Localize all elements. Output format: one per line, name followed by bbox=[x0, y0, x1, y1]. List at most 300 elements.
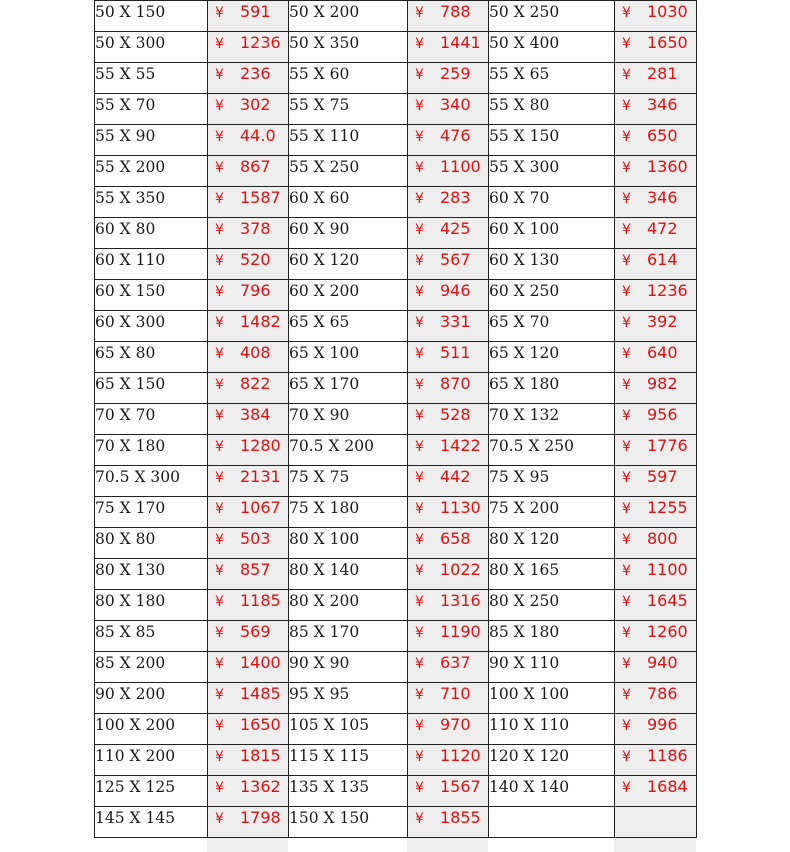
size-cell: 60 X 120 bbox=[289, 249, 408, 280]
price-cell bbox=[408, 156, 489, 187]
size-cell: 85 X 200 bbox=[95, 652, 208, 683]
size-cell: 60 X 250 bbox=[489, 280, 615, 311]
size-cell: 125 X 125 bbox=[95, 776, 208, 807]
table-row bbox=[95, 342, 697, 373]
price-cell bbox=[208, 311, 289, 342]
currency-symbol: ¥ bbox=[622, 129, 631, 145]
table-row bbox=[95, 32, 697, 63]
price-cell bbox=[208, 218, 289, 249]
currency-symbol: ¥ bbox=[622, 439, 631, 455]
size-cell: 60 X 150 bbox=[95, 280, 208, 311]
currency-symbol: ¥ bbox=[415, 594, 424, 610]
price-cell bbox=[208, 156, 289, 187]
currency-symbol: ¥ bbox=[215, 749, 224, 765]
price-value: 1567 bbox=[440, 777, 481, 796]
price-value: 658 bbox=[440, 529, 471, 548]
price-cell bbox=[208, 373, 289, 404]
size-cell: 70 X 132 bbox=[489, 404, 615, 435]
currency-symbol: ¥ bbox=[215, 36, 224, 52]
table-row bbox=[95, 776, 697, 807]
size-cell: 60 X 80 bbox=[95, 218, 208, 249]
price-value: 956 bbox=[647, 405, 678, 424]
currency-symbol: ¥ bbox=[415, 253, 424, 269]
table-row bbox=[95, 404, 697, 435]
size-cell: 60 X 130 bbox=[489, 249, 615, 280]
price-value: 800 bbox=[647, 529, 678, 548]
price-value: 591 bbox=[240, 2, 271, 21]
size-cell: 55 X 110 bbox=[289, 125, 408, 156]
price-cell bbox=[615, 683, 697, 714]
price-value: 1815 bbox=[240, 746, 281, 765]
size-cell: 60 X 60 bbox=[289, 187, 408, 218]
currency-symbol: ¥ bbox=[415, 780, 424, 796]
currency-symbol: ¥ bbox=[215, 284, 224, 300]
price-value: 970 bbox=[440, 715, 471, 734]
size-cell: 70.5 X 300 bbox=[95, 466, 208, 497]
size-cell: 60 X 300 bbox=[95, 311, 208, 342]
price-value: 640 bbox=[647, 343, 678, 362]
price-cell bbox=[408, 652, 489, 683]
size-cell: 50 X 300 bbox=[95, 32, 208, 63]
currency-symbol: ¥ bbox=[215, 594, 224, 610]
price-cell bbox=[615, 218, 697, 249]
price-cell bbox=[208, 745, 289, 776]
table-row bbox=[95, 621, 697, 652]
price-cell bbox=[208, 776, 289, 807]
currency-symbol: ¥ bbox=[215, 67, 224, 83]
currency-symbol: ¥ bbox=[415, 377, 424, 393]
size-cell: 85 X 85 bbox=[95, 621, 208, 652]
currency-symbol: ¥ bbox=[415, 98, 424, 114]
price-value: 982 bbox=[647, 374, 678, 393]
price-value: 788 bbox=[440, 2, 471, 21]
table-row bbox=[95, 497, 697, 528]
size-cell: 60 X 70 bbox=[489, 187, 615, 218]
table-row bbox=[95, 559, 697, 590]
price-value: 822 bbox=[240, 374, 271, 393]
price-value: 1855 bbox=[440, 808, 481, 827]
price-cell bbox=[615, 373, 697, 404]
price-cell bbox=[408, 466, 489, 497]
size-cell: 80 X 80 bbox=[95, 528, 208, 559]
size-cell: 65 X 80 bbox=[95, 342, 208, 373]
currency-symbol: ¥ bbox=[415, 160, 424, 176]
currency-symbol: ¥ bbox=[622, 625, 631, 641]
price-value: 283 bbox=[440, 188, 471, 207]
table-row bbox=[95, 218, 697, 249]
currency-symbol: ¥ bbox=[215, 687, 224, 703]
price-cell bbox=[208, 249, 289, 280]
price-cell bbox=[408, 497, 489, 528]
price-cell bbox=[408, 342, 489, 373]
price-cell bbox=[615, 342, 697, 373]
table-row bbox=[95, 652, 697, 683]
size-cell: 65 X 70 bbox=[489, 311, 615, 342]
price-value: 1190 bbox=[440, 622, 481, 641]
price-cell bbox=[208, 528, 289, 559]
size-cell: 70.5 X 250 bbox=[489, 435, 615, 466]
price-cell bbox=[408, 280, 489, 311]
currency-symbol: ¥ bbox=[622, 284, 631, 300]
size-cell: 50 X 150 bbox=[95, 1, 208, 32]
price-value: 1776 bbox=[647, 436, 688, 455]
price-value: 1280 bbox=[240, 436, 281, 455]
size-cell: 75 X 95 bbox=[489, 466, 615, 497]
size-cell: 70.5 X 200 bbox=[289, 435, 408, 466]
currency-symbol: ¥ bbox=[415, 563, 424, 579]
price-cell bbox=[408, 559, 489, 590]
price-cell bbox=[208, 497, 289, 528]
price-value: 796 bbox=[240, 281, 271, 300]
currency-symbol: ¥ bbox=[622, 594, 631, 610]
price-value: 281 bbox=[647, 64, 678, 83]
currency-symbol: ¥ bbox=[622, 98, 631, 114]
currency-symbol: ¥ bbox=[622, 563, 631, 579]
price-cell bbox=[615, 125, 697, 156]
price-cell bbox=[408, 218, 489, 249]
currency-symbol: ¥ bbox=[622, 749, 631, 765]
price-cell bbox=[408, 1, 489, 32]
price-cell bbox=[408, 621, 489, 652]
size-cell: 60 X 200 bbox=[289, 280, 408, 311]
size-cell: 65 X 100 bbox=[289, 342, 408, 373]
size-cell: 50 X 250 bbox=[489, 1, 615, 32]
currency-symbol: ¥ bbox=[215, 160, 224, 176]
price-cell bbox=[208, 1, 289, 32]
size-cell: 65 X 65 bbox=[289, 311, 408, 342]
price-value: 2131 bbox=[240, 467, 281, 486]
price-value: 867 bbox=[240, 157, 271, 176]
currency-symbol: ¥ bbox=[215, 377, 224, 393]
price-value: 946 bbox=[440, 281, 471, 300]
size-cell: 90 X 200 bbox=[95, 683, 208, 714]
size-cell: 110 X 200 bbox=[95, 745, 208, 776]
price-cell bbox=[408, 63, 489, 94]
currency-symbol: ¥ bbox=[215, 315, 224, 331]
size-cell: 55 X 80 bbox=[489, 94, 615, 125]
size-cell: 50 X 200 bbox=[289, 1, 408, 32]
price-value: 259 bbox=[440, 64, 471, 83]
price-cell bbox=[615, 280, 697, 311]
size-cell: 90 X 90 bbox=[289, 652, 408, 683]
size-cell: 100 X 100 bbox=[489, 683, 615, 714]
table-row bbox=[95, 590, 697, 621]
table-row bbox=[95, 94, 697, 125]
price-cell bbox=[615, 1, 697, 32]
size-cell: 80 X 180 bbox=[95, 590, 208, 621]
currency-symbol: ¥ bbox=[622, 191, 631, 207]
price-value: 1360 bbox=[647, 157, 688, 176]
currency-symbol: ¥ bbox=[622, 253, 631, 269]
price-value: 1362 bbox=[240, 777, 281, 796]
size-cell: 60 X 110 bbox=[95, 249, 208, 280]
price-cell bbox=[408, 776, 489, 807]
price-value: 1798 bbox=[240, 808, 281, 827]
size-cell: 55 X 250 bbox=[289, 156, 408, 187]
size-cell: 70 X 70 bbox=[95, 404, 208, 435]
currency-symbol: ¥ bbox=[622, 315, 631, 331]
price-value: 940 bbox=[647, 653, 678, 672]
currency-symbol: ¥ bbox=[215, 253, 224, 269]
size-cell: 75 X 170 bbox=[95, 497, 208, 528]
currency-symbol: ¥ bbox=[415, 191, 424, 207]
price-value: 472 bbox=[647, 219, 678, 238]
currency-symbol: ¥ bbox=[215, 191, 224, 207]
currency-symbol: ¥ bbox=[622, 67, 631, 83]
price-value: 44.0 bbox=[240, 126, 276, 145]
table-row bbox=[95, 528, 697, 559]
table-row bbox=[95, 311, 697, 342]
price-value: 302 bbox=[240, 95, 271, 114]
price-cell bbox=[208, 652, 289, 683]
size-cell: 70 X 90 bbox=[289, 404, 408, 435]
currency-symbol: ¥ bbox=[215, 501, 224, 517]
size-cell: 145 X 145 bbox=[95, 807, 208, 838]
size-cell: 115 X 115 bbox=[289, 745, 408, 776]
currency-symbol: ¥ bbox=[622, 780, 631, 796]
price-cell bbox=[615, 652, 697, 683]
price-cell bbox=[208, 683, 289, 714]
size-cell: 55 X 60 bbox=[289, 63, 408, 94]
size-cell: 80 X 120 bbox=[489, 528, 615, 559]
price-cell bbox=[615, 311, 697, 342]
size-cell: 80 X 200 bbox=[289, 590, 408, 621]
price-value: 710 bbox=[440, 684, 471, 703]
currency-symbol: ¥ bbox=[215, 656, 224, 672]
price-value: 857 bbox=[240, 560, 271, 579]
currency-symbol: ¥ bbox=[415, 470, 424, 486]
size-cell: 80 X 165 bbox=[489, 559, 615, 590]
price-cell bbox=[208, 94, 289, 125]
price-value: 1422 bbox=[440, 436, 481, 455]
price-value: 614 bbox=[647, 250, 678, 269]
price-cell bbox=[615, 156, 697, 187]
size-cell: 95 X 95 bbox=[289, 683, 408, 714]
currency-symbol: ¥ bbox=[415, 501, 424, 517]
price-value: 511 bbox=[440, 343, 471, 362]
currency-symbol: ¥ bbox=[415, 687, 424, 703]
currency-symbol: ¥ bbox=[215, 129, 224, 145]
price-cell bbox=[615, 63, 697, 94]
price-cell bbox=[208, 404, 289, 435]
price-value: 1260 bbox=[647, 622, 688, 641]
currency-symbol: ¥ bbox=[215, 408, 224, 424]
price-value: 786 bbox=[647, 684, 678, 703]
table-row bbox=[95, 187, 697, 218]
price-value: 1186 bbox=[647, 746, 688, 765]
currency-symbol: ¥ bbox=[622, 222, 631, 238]
price-cell bbox=[208, 807, 289, 838]
size-cell: 75 X 75 bbox=[289, 466, 408, 497]
price-cell bbox=[408, 807, 489, 838]
price-table-body bbox=[95, 1, 697, 838]
price-value: 1400 bbox=[240, 653, 281, 672]
price-value: 1316 bbox=[440, 591, 481, 610]
size-cell: 60 X 90 bbox=[289, 218, 408, 249]
size-cell: 50 X 400 bbox=[489, 32, 615, 63]
price-value: 1441 bbox=[440, 33, 481, 52]
currency-symbol: ¥ bbox=[415, 749, 424, 765]
table-row bbox=[95, 1, 697, 32]
price-cell bbox=[615, 590, 697, 621]
size-cell: 80 X 100 bbox=[289, 528, 408, 559]
table-row bbox=[95, 745, 697, 776]
price-value: 528 bbox=[440, 405, 471, 424]
currency-symbol: ¥ bbox=[622, 501, 631, 517]
price-value: 569 bbox=[240, 622, 271, 641]
currency-symbol: ¥ bbox=[415, 532, 424, 548]
size-cell: 140 X 140 bbox=[489, 776, 615, 807]
price-cell bbox=[615, 435, 697, 466]
price-cell bbox=[408, 435, 489, 466]
size-cell: 135 X 135 bbox=[289, 776, 408, 807]
currency-symbol: ¥ bbox=[415, 625, 424, 641]
price-value: 331 bbox=[440, 312, 471, 331]
size-cell: 100 X 200 bbox=[95, 714, 208, 745]
size-cell: 80 X 140 bbox=[289, 559, 408, 590]
price-value: 476 bbox=[440, 126, 471, 145]
currency-symbol: ¥ bbox=[215, 780, 224, 796]
currency-symbol: ¥ bbox=[415, 284, 424, 300]
table-row bbox=[95, 125, 697, 156]
price-cell bbox=[615, 776, 697, 807]
currency-symbol: ¥ bbox=[622, 718, 631, 734]
currency-symbol: ¥ bbox=[415, 346, 424, 362]
price-value: 567 bbox=[440, 250, 471, 269]
currency-symbol: ¥ bbox=[415, 5, 424, 21]
price-cell bbox=[208, 32, 289, 63]
price-cell bbox=[408, 311, 489, 342]
price-value: 1587 bbox=[240, 188, 281, 207]
currency-symbol: ¥ bbox=[415, 656, 424, 672]
price-value: 408 bbox=[240, 343, 271, 362]
size-cell: 50 X 350 bbox=[289, 32, 408, 63]
currency-symbol: ¥ bbox=[622, 377, 631, 393]
price-cell bbox=[615, 404, 697, 435]
price-cell bbox=[408, 249, 489, 280]
table-row bbox=[95, 249, 697, 280]
size-cell: 65 X 180 bbox=[489, 373, 615, 404]
currency-symbol: ¥ bbox=[622, 160, 631, 176]
size-cell: 55 X 55 bbox=[95, 63, 208, 94]
currency-symbol: ¥ bbox=[415, 408, 424, 424]
currency-symbol: ¥ bbox=[622, 532, 631, 548]
price-cell bbox=[208, 621, 289, 652]
price-value: 1236 bbox=[647, 281, 688, 300]
currency-symbol: ¥ bbox=[415, 718, 424, 734]
price-value: 503 bbox=[240, 529, 271, 548]
currency-symbol: ¥ bbox=[622, 470, 631, 486]
price-table bbox=[94, 0, 697, 838]
price-cell bbox=[408, 125, 489, 156]
price-cell bbox=[615, 528, 697, 559]
currency-symbol: ¥ bbox=[622, 5, 631, 21]
currency-symbol: ¥ bbox=[415, 67, 424, 83]
price-cell bbox=[208, 559, 289, 590]
price-value: 1485 bbox=[240, 684, 281, 703]
size-cell: 85 X 180 bbox=[489, 621, 615, 652]
table-row bbox=[95, 807, 697, 838]
currency-symbol: ¥ bbox=[415, 36, 424, 52]
size-cell: 85 X 170 bbox=[289, 621, 408, 652]
price-value: 378 bbox=[240, 219, 271, 238]
table-row bbox=[95, 63, 697, 94]
currency-symbol: ¥ bbox=[415, 222, 424, 238]
table-row bbox=[95, 714, 697, 745]
price-cell bbox=[208, 63, 289, 94]
price-value: 650 bbox=[647, 126, 678, 145]
price-cell bbox=[615, 249, 697, 280]
table-row bbox=[95, 435, 697, 466]
currency-symbol: ¥ bbox=[622, 408, 631, 424]
price-value: 1650 bbox=[647, 33, 688, 52]
price-cell bbox=[208, 125, 289, 156]
table-row bbox=[95, 280, 697, 311]
currency-symbol: ¥ bbox=[215, 811, 224, 827]
currency-symbol: ¥ bbox=[215, 439, 224, 455]
price-value: 340 bbox=[440, 95, 471, 114]
size-cell bbox=[489, 807, 615, 838]
size-cell: 55 X 200 bbox=[95, 156, 208, 187]
currency-symbol: ¥ bbox=[415, 129, 424, 145]
size-cell: 75 X 180 bbox=[289, 497, 408, 528]
size-cell: 55 X 150 bbox=[489, 125, 615, 156]
price-cell bbox=[408, 528, 489, 559]
price-value: 384 bbox=[240, 405, 271, 424]
price-value: 1030 bbox=[647, 2, 688, 21]
price-cell bbox=[408, 683, 489, 714]
size-cell: 80 X 250 bbox=[489, 590, 615, 621]
size-cell: 110 X 110 bbox=[489, 714, 615, 745]
price-cell bbox=[408, 404, 489, 435]
price-value: 1100 bbox=[647, 560, 688, 579]
size-cell: 55 X 300 bbox=[489, 156, 615, 187]
size-cell: 55 X 350 bbox=[95, 187, 208, 218]
price-value: 236 bbox=[240, 64, 271, 83]
price-cell bbox=[208, 342, 289, 373]
table-row bbox=[95, 466, 697, 497]
price-value: 1120 bbox=[440, 746, 481, 765]
size-cell: 75 X 200 bbox=[489, 497, 615, 528]
price-value: 442 bbox=[440, 467, 471, 486]
price-value: 346 bbox=[647, 188, 678, 207]
currency-symbol: ¥ bbox=[215, 98, 224, 114]
currency-symbol: ¥ bbox=[622, 36, 631, 52]
price-value: 1684 bbox=[647, 777, 688, 796]
price-cell bbox=[408, 745, 489, 776]
price-value: 1130 bbox=[440, 498, 481, 517]
price-value: 425 bbox=[440, 219, 471, 238]
price-cell bbox=[615, 807, 697, 838]
price-value: 597 bbox=[647, 467, 678, 486]
price-cell bbox=[408, 373, 489, 404]
currency-symbol: ¥ bbox=[622, 656, 631, 672]
price-value: 637 bbox=[440, 653, 471, 672]
currency-symbol: ¥ bbox=[215, 5, 224, 21]
price-cell bbox=[615, 187, 697, 218]
currency-symbol: ¥ bbox=[215, 470, 224, 486]
table-row bbox=[95, 683, 697, 714]
price-value: 996 bbox=[647, 715, 678, 734]
size-cell: 55 X 70 bbox=[95, 94, 208, 125]
price-cell bbox=[615, 466, 697, 497]
price-value: 1022 bbox=[440, 560, 481, 579]
currency-symbol: ¥ bbox=[622, 687, 631, 703]
price-cell bbox=[408, 94, 489, 125]
currency-symbol: ¥ bbox=[622, 346, 631, 362]
size-cell: 60 X 100 bbox=[489, 218, 615, 249]
currency-symbol: ¥ bbox=[215, 346, 224, 362]
